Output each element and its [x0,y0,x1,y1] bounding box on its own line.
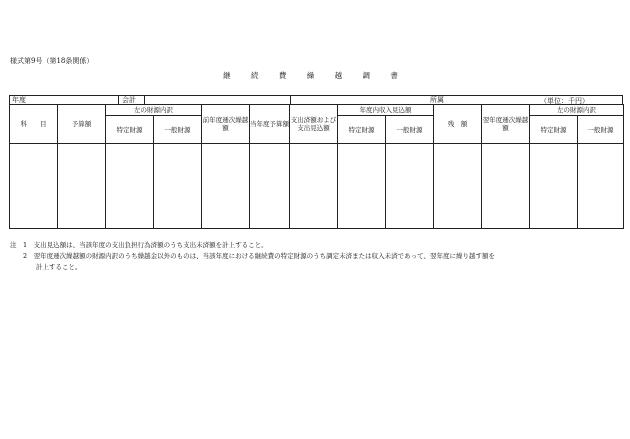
note-1: 注 1 支出見込額は、当該年度の支出負担行為済額のうち支出未済額を計上すること。 [10,241,268,249]
table-cell[interactable] [58,144,106,229]
fiscal-year-label: 年度 [12,96,26,104]
general-source-header: 一般財源 [578,116,624,144]
note-2-continued: 計上すること。 [10,263,82,271]
carryover-table [9,104,624,229]
prev-year-carryover-header: 前年度逓次繰越額 [202,105,250,144]
divider [144,96,145,104]
table-cell[interactable] [338,144,386,229]
budget-header: 予算額 [58,105,106,144]
document-title: 継 続 費 繰 越 調 書 [223,71,407,80]
table-cell[interactable] [250,144,290,229]
table-cell[interactable] [578,144,624,229]
specific-source-header: 特定財源 [106,116,154,144]
current-budget-header: 当年度予算額 [250,105,290,144]
balance-header: 残 額 [434,105,482,144]
table-cell[interactable] [10,144,58,229]
next-year-carryover-header: 翌年度逓次繰越額 [482,105,530,144]
divider [118,96,119,104]
form-number: 様式第9号（第18条関係） [10,57,94,65]
table-cell[interactable] [386,144,434,229]
item-header: 科 目 [10,105,58,144]
general-source-header: 一般財源 [154,116,202,144]
department-label: 所属 [430,96,444,104]
table-cell[interactable] [482,144,530,229]
table-cell[interactable] [106,144,154,229]
expected-expenditure-header: 支出済額および支出見込額 [290,105,338,144]
table-cell[interactable] [154,144,202,229]
notes [10,240,620,273]
specific-source-header: 特定財源 [338,116,386,144]
account-label: 会計 [122,96,136,104]
table-cell[interactable] [530,144,578,229]
unit-label: （単位：千円） [540,97,589,105]
expected-revenue-header: 年度内収入見込額 [338,105,434,116]
specific-source-header: 特定財源 [530,116,578,144]
divider [290,96,291,104]
table-cell[interactable] [202,144,250,229]
financial-breakdown-header: 左の財源内訳 [106,105,202,116]
general-source-header: 一般財源 [386,116,434,144]
note-2: 2 翌年度逓次繰越額の財源内訳のうち繰越金以外のものは、当該年度における継続費の特定財源のうち調定未済または収入未済であって、翌年度に繰り越す額を [10,252,495,260]
table-cell[interactable] [290,144,338,229]
table-cell[interactable] [434,144,482,229]
financial-breakdown-2-header: 左の財源内訳 [530,105,624,116]
